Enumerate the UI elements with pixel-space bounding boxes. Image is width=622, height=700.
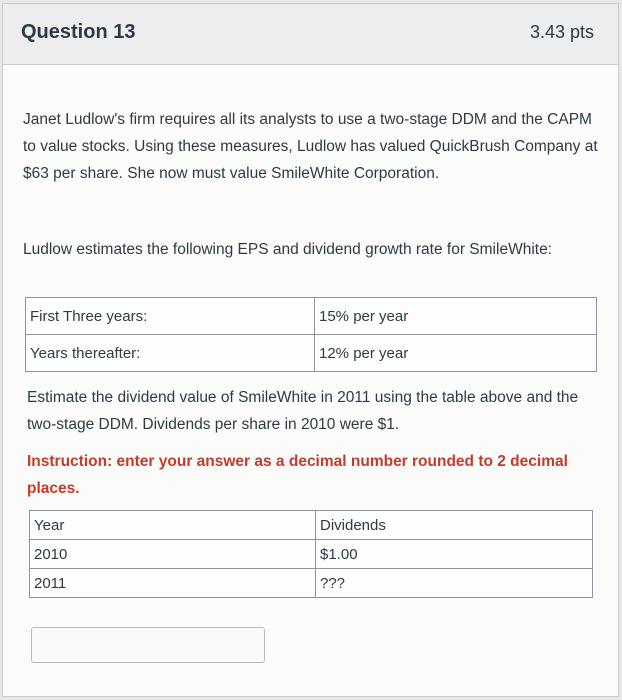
column-header-year: Year — [30, 511, 316, 540]
dividend-cell: ??? — [316, 569, 593, 598]
year-cell: 2011 — [30, 569, 316, 598]
question-paragraph-intro: Janet Ludlow's firm requires all its analysts to use a two-stage DDM and the CAPM to value stocks. Using these measures, Ludlow has valued QuickBrush Company at $63 per share. She now must value SmileWhite Corporation. — [23, 111, 598, 182]
table-row — [26, 298, 597, 335]
answer-input[interactable] — [31, 627, 265, 663]
question-title: Question 13 — [21, 21, 136, 43]
question-header — [3, 4, 618, 65]
growth-period-cell: First Three years: — [26, 298, 315, 335]
dividend-table — [29, 510, 593, 598]
table-row — [26, 335, 597, 372]
growth-rate-cell: 12% per year — [315, 335, 597, 372]
question-paragraph-estimates: Ludlow estimates the following EPS and dividend growth rate for SmileWhite: — [23, 241, 552, 258]
growth-rate-table — [25, 297, 597, 372]
year-cell: 2010 — [30, 540, 316, 569]
instruction-text: Instruction: enter your answer as a decimal number rounded to 2 decimal places. — [27, 453, 568, 497]
table-header-row — [30, 511, 593, 540]
growth-period-cell: Years thereafter: — [26, 335, 315, 372]
question-paragraph-task: Estimate the dividend value of SmileWhite in 2011 using the table above and the two-stage DDM. Dividends per share in 2010 were $1. — [27, 389, 579, 433]
question-points: 3.43 pts — [529, 22, 594, 42]
column-header-dividends: Dividends — [316, 511, 593, 540]
table-row — [30, 569, 593, 598]
question-card — [2, 3, 619, 697]
dividend-cell: $1.00 — [316, 540, 593, 569]
table-row — [30, 540, 593, 569]
growth-rate-cell: 15% per year — [315, 298, 597, 335]
